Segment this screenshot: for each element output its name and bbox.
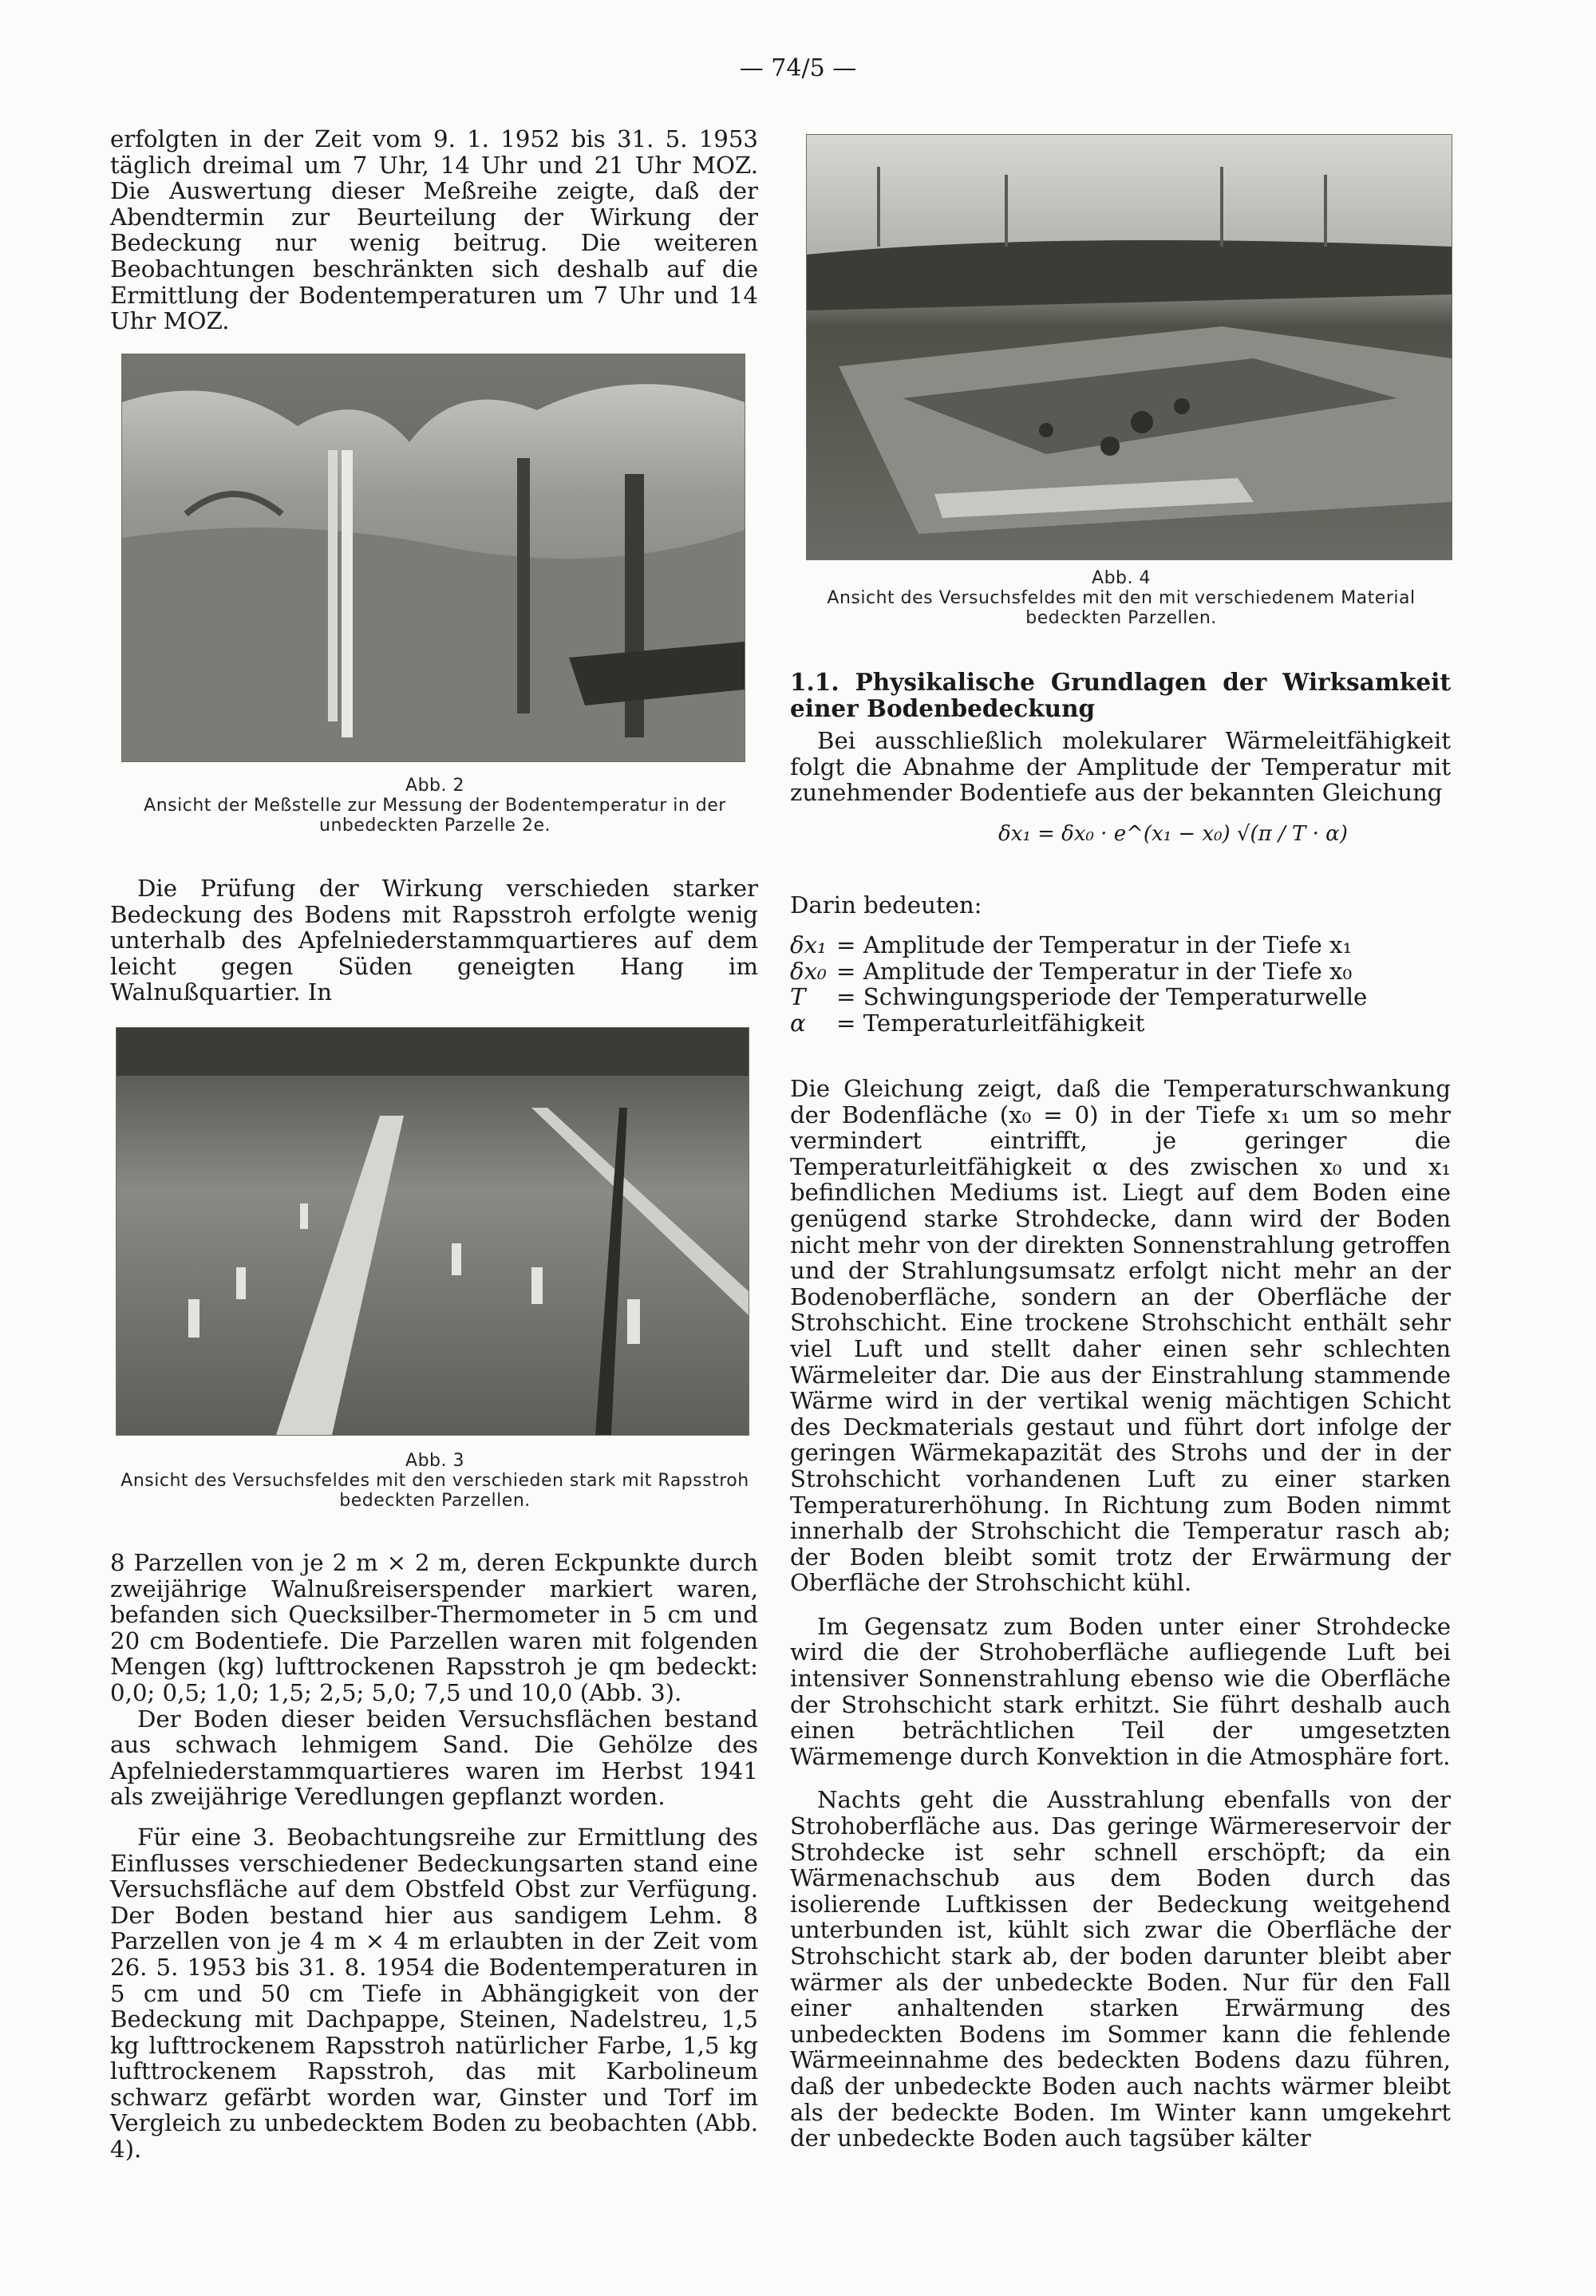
definitions-intro: Darin bedeuten: (790, 891, 982, 919)
right-paragraph-1: Bei ausschließlich molekularer Wärmeleitfähigkeit folgt die Abnahme der Amplitude der Temperatur mit zunehmender Bodentiefe aus der bekannten Gleichung (790, 727, 1451, 807)
figure-abb2-text: Ansicht der Meßstelle zur Messung der Bodentemperatur in der unbedeckten Parzelle 2e. (144, 796, 726, 836)
definitions-list (790, 932, 1451, 1036)
figure-abb2-photo (121, 354, 745, 762)
definition-item: α = Temperaturleitfähigkeit (790, 1009, 1145, 1037)
figure-abb4-photo (806, 134, 1452, 560)
definition-item: δx₁ = Amplitude der Temperatur in der Tiefe x₁ (790, 931, 1353, 958)
figure-abb3-text: Ansicht des Versuchsfeldes mit den verschieden stark mit Rapsstroh bedeckten Parzellen. (120, 1471, 749, 1511)
figure-abb4-label: Abb. 4 (1092, 568, 1151, 588)
left-paragraph-1: erfolgten in der Zeit vom 9. 1. 1952 bis 31. 5. 1953 täglich dreimal um 7 Uhr, 14 Uhr und 21 Uhr MOZ. Die Auswertung dieser Meßreihe zeigte, daß der Abendtermin zur Beurteilung der Wirkung der Bedeckung nur wenig beitrug. Die weiteren Beobachtungen beschränkten sich deshalb auf die Ermittlung der Bodentemperaturen um 7 Uhr und 14 Uhr MOZ. (110, 125, 758, 335)
figure-abb4-text: Ansicht des Versuchsfeldes mit den mit verschiedenem Material bedeckten Parzellen. (827, 588, 1416, 628)
figure-abb3-label: Abb. 3 (405, 1451, 464, 1471)
definition-item: δx₀ = Amplitude der Temperatur in der Tiefe x₀ (790, 957, 1353, 985)
section-title: 1.1. Physikalische Grundlagen der Wirksamkeit einer Bodenbedeckung (790, 668, 1451, 722)
figure-abb4-caption (790, 568, 1452, 628)
equation: δx₁ = δx₀ · e^(x₁ − x₀) √(π / T · α) (998, 822, 1348, 846)
page-number: — 74/5 — (739, 54, 857, 82)
definition-item: T = Schwingungsperiode der Temperaturwelle (790, 983, 1368, 1011)
figure-abb3-photo (116, 1027, 749, 1436)
right-paragraphs: Die Gleichung zeigt, daß die Temperaturschwankung der Bodenfläche (x₀ = 0) in der Tiefe x₁ um so mehr vermindert eintrifft, je geringer die Temperaturleitfähigkeit α des zwischen x₀ und x₁ befindlichen Mediums ist. Liegt auf dem Boden eine genügend starke Strohdecke, dann wird der Boden nicht mehr von der direkten Sonnenstrahlung getroffen und der Strahlungsumsatz erfolgt nicht mehr an der Bodenoberfläche, sondern an der Oberfläche der Strohschicht. Eine trockene Strohschicht enthält sehr viel Luft und stellt daher einen sehr schlechten Wärmeleiter dar. Die aus der Einstrahlung stammende Wärme wird in der vertikal wenig mächtigen Schicht des Deckmaterials gestaut und führt dort infolge der geringen Wärmekapazität des Strohs und der in der Strohschicht vorhandenen Luft zu einer starken Temperaturerhöhung. In Richtung zum Boden nimmt innerhalb der Strohschicht die Temperatur rasch ab; der Boden bleibt somit trotz der Erwärmung der Oberfläche der Strohschicht kühl. Im Gegensatz zum Boden unter einer Strohdecke wird die der Strohoberfläche aufliegende Luft bei intensiver Sonnenstrahlung ebenso wie die Oberfläche der Strohschicht stark erhitzt. Sie führt deshalb auch einen beträchtlichen Teil der umgesetzten Wärmemenge durch Konvektion in die Atmosphäre fort. Nachts geht die Ausstrahlung ebenfalls von der Strohoberfläche aus. Das geringe Wärmereservoir der Strohdecke ist sehr schnell erschöpft; da ein Wärmenachschub aus dem Boden durch das isolierende Luftkissen der Bedeckung weitgehend unterbunden ist, kühlt sich zwar die Oberfläche der Strohschicht stark ab, der boden darunter bleibt aber wärmer als der unbedeckte Boden. Nur für den Fall einer anhaltenden starken Erwärmung des unbedeckten Bodens im Sommer kann die fehlende Wärmeeinnahme des bedeckten Bodens dazu führen, daß der unbedeckte Boden auch nachts wärmer bleibt als der bedeckte Boden. Im Winter kann umgekehrt der unbedeckte Boden auch tagsüber kälter (790, 1075, 1451, 2152)
figure-abb2-label: Abb. 2 (405, 776, 464, 796)
figure-abb2-caption (104, 776, 766, 836)
left-paragraph-2: Die Prüfung der Wirkung verschieden starker Bedeckung des Bodens mit Rapsstroh erfolgte wenig unterhalb des Apfelniederstammquartieres auf dem leicht gegen Süden geneigten Hang im Walnußquartier. In (110, 875, 758, 1006)
figure-abb3-caption (104, 1451, 766, 1511)
left-paragraphs-bottom: 8 Parzellen von je 2 m × 2 m, deren Eckpunkte durch zweijährige Walnußreiserspender markiert waren, befanden sich Quecksilber-Thermometer in 5 cm und 20 cm Bodentiefe. Die Parzellen waren mit folgenden Mengen (kg) lufttrockenen Rapsstroh je qm bedeckt: 0,0; 0,5; 1,0; 1,5; 2,5; 5,0; 7,5 und 10,0 (Abb. 3). Der Boden dieser beiden Versuchsflächen bestand aus schwach lehmigem Sand. Die Gehölze des Apfelniederstammquartieres waren im Herbst 1941 als zweijährige Veredlungen gepflanzt worden. Für eine 3. Beobachtungsreihe zur Ermittlung des Einflusses verschiedener Bedeckungsarten stand eine Versuchsfläche auf dem Obstfeld Obst zur Verfügung. Der Boden bestand hier aus sandigem Lehm. 8 Parzellen von je 4 m × 4 m erlaubten in der Zeit vom 26. 5. 1953 bis 31. 8. 1954 die Bodentemperaturen in 5 cm und 50 cm Tiefe in Abhängigkeit von der Bedeckung mit Dachpappe, Steinen, Nadelstreu, 1,5 kg lufttrockenem Rapsstroh natürlicher Farbe, 1,5 kg lufttrockenem Rapsstroh, das mit Karbolineum schwarz gefärbt worden war, Ginster und Torf im Vergleich zu unbedecktem Boden zu beobachten (Abb. 4). (110, 1549, 758, 2164)
